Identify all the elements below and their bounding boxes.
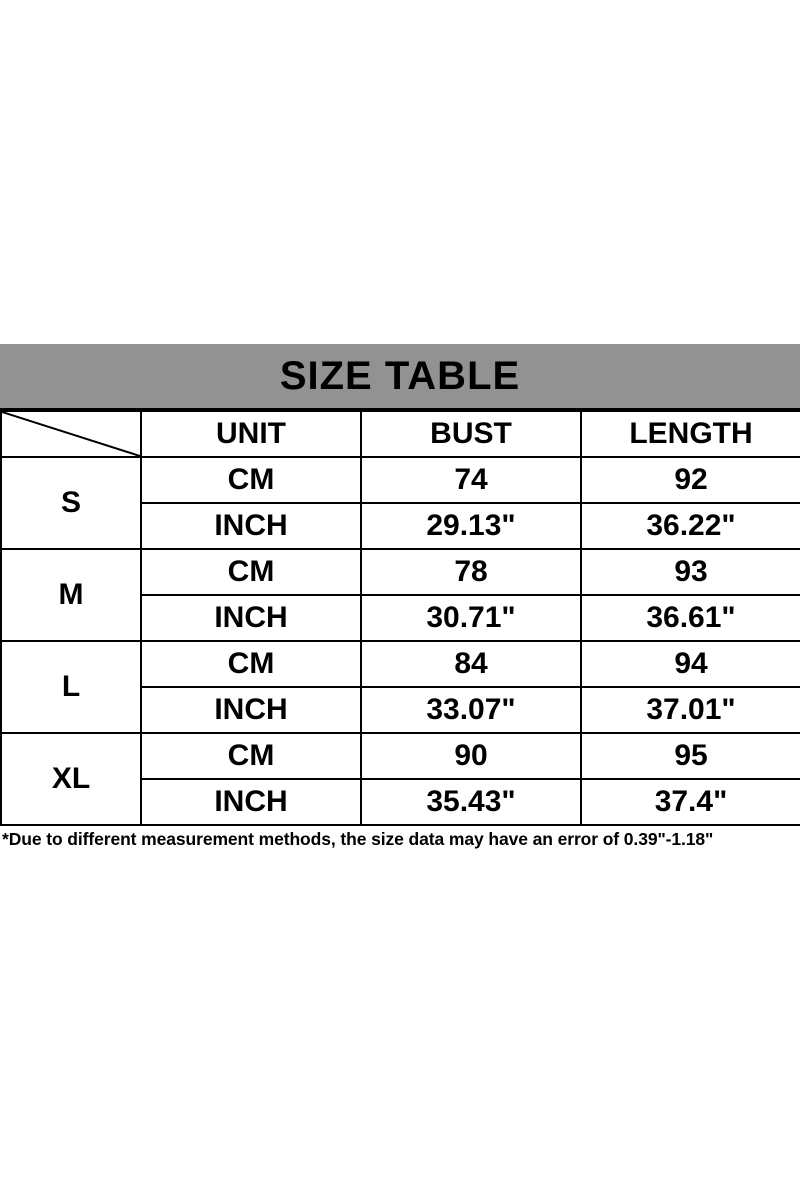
size-table-container xyxy=(0,344,800,850)
unit-cell: CM xyxy=(141,549,361,595)
length-cell: 95 xyxy=(581,733,800,779)
length-cell: 37.01" xyxy=(581,687,800,733)
length-cell: 36.22" xyxy=(581,503,800,549)
bust-cell: 78 xyxy=(361,549,581,595)
table-row xyxy=(1,733,800,779)
column-header-bust: BUST xyxy=(361,411,581,457)
length-cell: 93 xyxy=(581,549,800,595)
table-title: SIZE TABLE xyxy=(0,344,800,410)
unit-cell: CM xyxy=(141,457,361,503)
table-row xyxy=(1,457,800,503)
table-row xyxy=(1,641,800,687)
bust-cell: 33.07" xyxy=(361,687,581,733)
bust-cell: 84 xyxy=(361,641,581,687)
size-label-l: L xyxy=(1,641,141,733)
bust-cell: 74 xyxy=(361,457,581,503)
length-cell: 92 xyxy=(581,457,800,503)
measurement-note: *Due to different measurement methods, the size data may have an error of 0.39"-1.18" xyxy=(2,829,714,849)
size-label-xl: XL xyxy=(1,733,141,825)
length-cell: 36.61" xyxy=(581,595,800,641)
corner-diagonal-cell xyxy=(1,411,141,457)
table-header-row xyxy=(1,411,800,457)
column-header-length: LENGTH xyxy=(581,411,800,457)
bust-cell: 35.43" xyxy=(361,779,581,825)
unit-cell: INCH xyxy=(141,687,361,733)
length-cell: 37.4" xyxy=(581,779,800,825)
column-header-unit: UNIT xyxy=(141,411,361,457)
size-chart-table xyxy=(0,410,800,826)
bust-cell: 29.13" xyxy=(361,503,581,549)
bust-cell: 30.71" xyxy=(361,595,581,641)
size-label-m: M xyxy=(1,549,141,641)
diagonal-line-icon xyxy=(2,412,140,456)
unit-cell: INCH xyxy=(141,779,361,825)
length-cell: 94 xyxy=(581,641,800,687)
bust-cell: 90 xyxy=(361,733,581,779)
table-row xyxy=(1,549,800,595)
unit-cell: CM xyxy=(141,641,361,687)
unit-cell: CM xyxy=(141,733,361,779)
size-label-s: S xyxy=(1,457,141,549)
unit-cell: INCH xyxy=(141,595,361,641)
unit-cell: INCH xyxy=(141,503,361,549)
